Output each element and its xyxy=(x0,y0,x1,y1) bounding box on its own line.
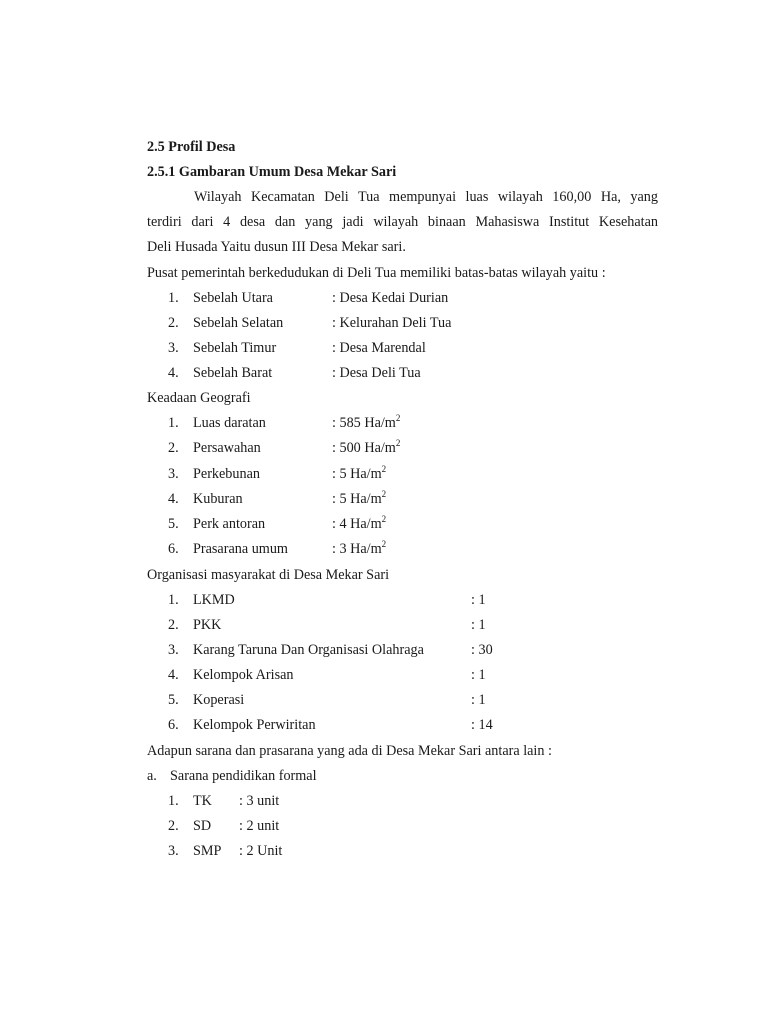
list-number: 4. xyxy=(168,667,179,683)
list-number: 2. xyxy=(168,617,179,633)
list-item xyxy=(0,817,768,835)
list-item xyxy=(0,716,768,734)
list-number: 6. xyxy=(168,717,179,733)
list-number: 1. xyxy=(168,793,179,809)
list-item xyxy=(0,339,768,357)
list-label: Sebelah Timur xyxy=(193,340,277,356)
list-value: : 3 unit xyxy=(239,793,280,809)
list-item xyxy=(0,314,768,332)
sarana-subheading xyxy=(0,767,768,785)
unit-superscript: 2 xyxy=(395,438,401,448)
list-item xyxy=(0,691,768,709)
list-item xyxy=(0,616,768,634)
list-item xyxy=(0,641,768,659)
list-value: : 2 Unit xyxy=(239,843,283,859)
batas-intro: Pusat pemerintah berkedudukan di Deli Tua memiliki batas-batas wilayah yaitu : xyxy=(147,265,606,281)
list-label: Perk antoran xyxy=(193,516,266,532)
list-value xyxy=(332,414,400,432)
value-text: : 500 Ha/m xyxy=(332,440,396,456)
list-number: 6. xyxy=(168,541,179,557)
list-label: Sebelah Selatan xyxy=(193,315,284,331)
unit-superscript: 2 xyxy=(381,464,387,474)
list-value: : 1 xyxy=(471,592,486,608)
list-value: : Desa Marendal xyxy=(332,340,426,356)
list-label: SD xyxy=(193,818,212,834)
list-label: LKMD xyxy=(193,592,235,608)
list-label: PKK xyxy=(193,617,222,633)
list-number: 1. xyxy=(168,290,179,306)
list-label: Persawahan xyxy=(193,440,261,456)
subsection-heading: 2.5.1 Gambaran Umum Desa Mekar Sari xyxy=(147,164,397,180)
list-value xyxy=(332,439,400,457)
list-number: 2. xyxy=(168,440,179,456)
unit-superscript: 2 xyxy=(381,539,387,549)
list-number: 4. xyxy=(168,365,179,381)
list-value: : 30 xyxy=(471,642,493,658)
list-label: Sebelah Utara xyxy=(193,290,273,306)
list-value: : 2 unit xyxy=(239,818,280,834)
sub-letter: a. xyxy=(147,768,157,784)
unit-superscript: 2 xyxy=(395,413,401,423)
organisasi-heading: Organisasi masyarakat di Desa Mekar Sari xyxy=(147,567,390,583)
list-label: Kelompok Perwiritan xyxy=(193,717,316,733)
list-value xyxy=(332,490,386,508)
list-value: : Desa Kedai Durian xyxy=(332,290,449,306)
unit-superscript: 2 xyxy=(381,489,387,499)
list-label: Sebelah Barat xyxy=(193,365,273,381)
value-text: : 5 Ha/m xyxy=(332,466,382,482)
list-value: : 1 xyxy=(471,617,486,633)
list-number: 5. xyxy=(168,692,179,708)
list-label: Kelompok Arisan xyxy=(193,667,294,683)
list-value: : 1 xyxy=(471,667,486,683)
list-number: 4. xyxy=(168,491,179,507)
list-value: : 14 xyxy=(471,717,493,733)
list-value: : 1 xyxy=(471,692,486,708)
paragraph-line-3: Deli Husada Yaitu dusun III Desa Mekar sari. xyxy=(147,239,406,255)
list-label: Karang Taruna Dan Organisasi Olahraga xyxy=(193,642,424,658)
sub-heading-text: Sarana pendidikan formal xyxy=(170,768,317,784)
list-number: 5. xyxy=(168,516,179,532)
paragraph-line-2: terdiri dari 4 desa dan yang jadi wilayah binaan Mahasiswa Institut Kesehatan xyxy=(147,214,658,230)
list-number: 2. xyxy=(168,818,179,834)
list-item xyxy=(0,414,768,432)
value-text: : 3 Ha/m xyxy=(332,541,382,557)
list-number: 3. xyxy=(168,340,179,356)
list-item xyxy=(0,364,768,382)
list-item xyxy=(0,515,768,533)
list-label: Koperasi xyxy=(193,692,245,708)
list-label: Perkebunan xyxy=(193,466,260,482)
list-number: 2. xyxy=(168,315,179,331)
value-text: : 5 Ha/m xyxy=(332,491,382,507)
list-number: 3. xyxy=(168,642,179,658)
list-value: : Desa Deli Tua xyxy=(332,365,421,381)
list-item xyxy=(0,842,768,860)
list-label: Kuburan xyxy=(193,491,243,507)
section-heading: 2.5 Profil Desa xyxy=(147,139,236,155)
list-label: Prasarana umum xyxy=(193,541,288,557)
list-item xyxy=(0,490,768,508)
value-text: : 585 Ha/m xyxy=(332,415,396,431)
value-text: : 4 Ha/m xyxy=(332,516,382,532)
list-item xyxy=(0,289,768,307)
unit-superscript: 2 xyxy=(381,514,387,524)
list-item xyxy=(0,591,768,609)
list-item xyxy=(0,666,768,684)
list-value xyxy=(332,515,386,533)
list-number: 3. xyxy=(168,466,179,482)
list-number: 1. xyxy=(168,592,179,608)
list-value xyxy=(332,540,386,558)
sarana-intro: Adapun sarana dan prasarana yang ada di Desa Mekar Sari antara lain : xyxy=(147,743,552,759)
list-item xyxy=(0,540,768,558)
geografi-heading: Keadaan Geografi xyxy=(147,390,251,406)
list-value: : Kelurahan Deli Tua xyxy=(332,315,452,331)
list-item xyxy=(0,792,768,810)
list-item xyxy=(0,439,768,457)
list-number: 1. xyxy=(168,415,179,431)
list-label: TK xyxy=(193,793,212,809)
list-label: Luas daratan xyxy=(193,415,266,431)
list-number: 3. xyxy=(168,843,179,859)
list-label: SMP xyxy=(193,843,222,859)
list-value xyxy=(332,465,386,483)
list-item xyxy=(0,465,768,483)
paragraph-line-1: Wilayah Kecamatan Deli Tua mempunyai luas wilayah 160,00 Ha, yang xyxy=(194,189,658,205)
